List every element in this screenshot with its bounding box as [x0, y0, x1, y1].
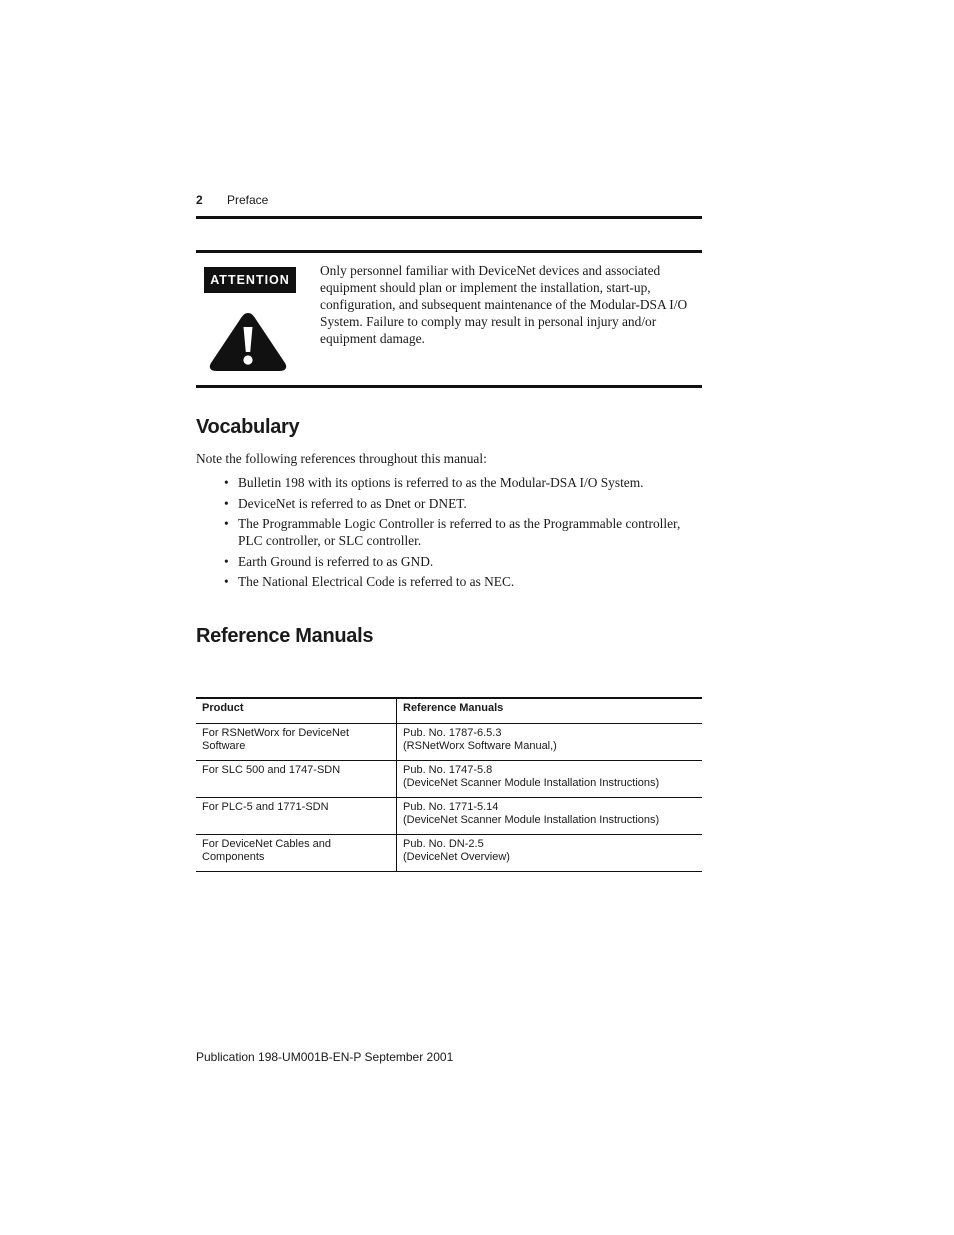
- reference-manuals-table: [196, 697, 702, 872]
- table-row: [196, 835, 702, 872]
- reference-cell: [397, 761, 703, 798]
- table-row: [196, 724, 702, 761]
- product-cell: For RSNetWorx for DeviceNet Software: [196, 724, 397, 761]
- reference-cell: [397, 798, 703, 835]
- column-header-product: Product: [196, 698, 397, 724]
- publication-footer: Publication 198-UM001B-EN-P September 2001: [196, 1050, 454, 1064]
- vocabulary-heading: Vocabulary: [196, 416, 300, 438]
- attention-text: Only personnel familiar with DeviceNet devices and associated equipment should plan or implement the installation, start-up, configuration, and subsequent maintenance of the Modular-DSA I/O System. Failure to comply may result in personal injury and/or equipment damage.: [320, 263, 688, 346]
- pub-number: Pub. No. DN-2.5: [403, 838, 484, 850]
- vocabulary-intro: Note the following references throughout this manual:: [196, 451, 487, 466]
- attention-badge: ATTENTION: [204, 267, 296, 293]
- reference-cell: [397, 835, 703, 872]
- page-number: 2: [196, 193, 203, 207]
- pub-number: Pub. No. 1747-5.8: [403, 764, 493, 776]
- attention-box: [196, 250, 702, 388]
- pub-title: (DeviceNet Scanner Module Installation Instructions): [403, 814, 660, 826]
- list-item: • The National Electrical Code is referred to as NEC.: [224, 573, 702, 590]
- product-cell: For SLC 500 and 1747-SDN: [196, 761, 397, 798]
- product-cell: For PLC-5 and 1771-SDN: [196, 798, 397, 835]
- pub-title: (RSNetWorx Software Manual,): [403, 740, 557, 752]
- product-cell: For DeviceNet Cables and Components: [196, 835, 397, 872]
- pub-number: Pub. No. 1771-5.14: [403, 801, 499, 813]
- list-item: • The Programmable Logic Controller is referred to as the Programmable controller, PLC controller, or SLC controller.: [224, 515, 702, 549]
- running-header: [196, 192, 702, 219]
- reference-cell: [397, 724, 703, 761]
- vocabulary-list: [224, 474, 702, 594]
- pub-title: (DeviceNet Scanner Module Installation Instructions): [403, 777, 660, 789]
- reference-manuals-heading: Reference Manuals: [196, 625, 374, 647]
- list-item: • Bulletin 198 with its options is referred to as the Modular-DSA I/O System.: [224, 474, 702, 491]
- table-row: [196, 798, 702, 835]
- section-name: Preface: [227, 193, 269, 207]
- pub-number: Pub. No. 1787-6.5.3: [403, 727, 502, 739]
- column-header-reference-manuals: Reference Manuals: [397, 698, 703, 724]
- list-item: • DeviceNet is referred to as Dnet or DNET.: [224, 495, 702, 512]
- list-item: • Earth Ground is referred to as GND.: [224, 553, 702, 570]
- pub-title: (DeviceNet Overview): [403, 851, 510, 863]
- table-header-row: [196, 698, 702, 724]
- table-row: [196, 761, 702, 798]
- warning-triangle-icon: [208, 311, 288, 373]
